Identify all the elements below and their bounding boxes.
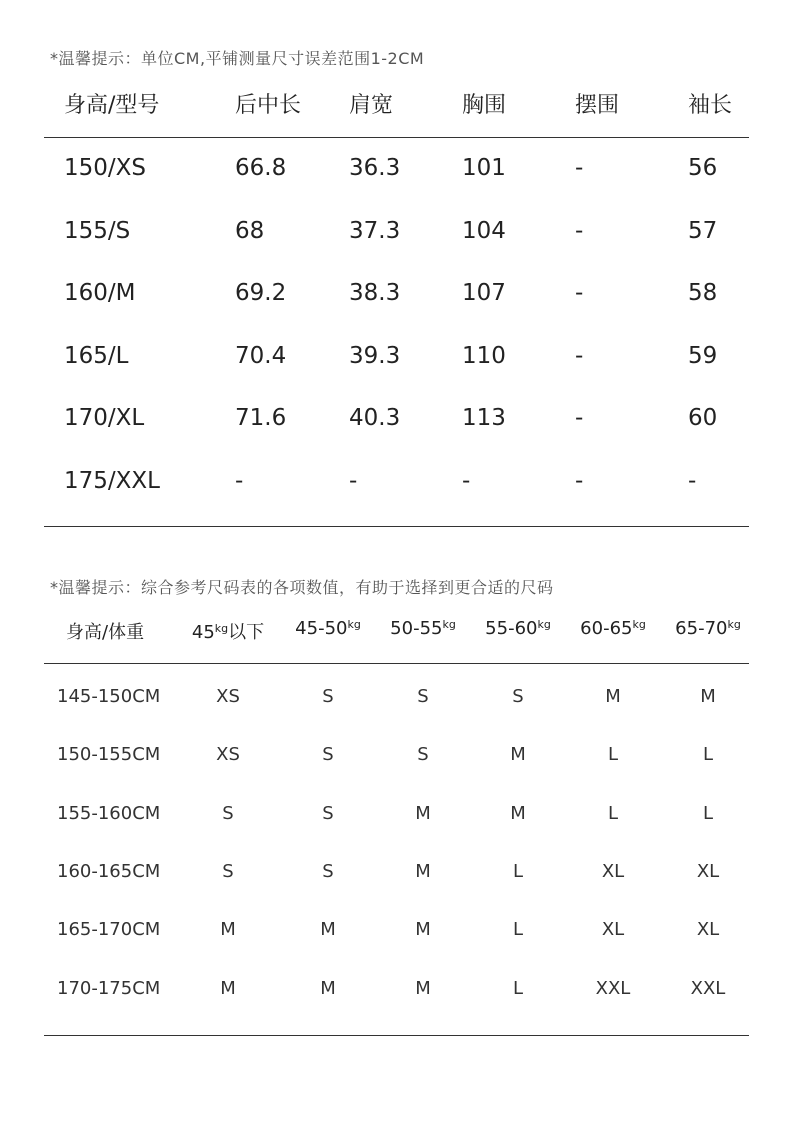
size-cell: XL: [601, 861, 625, 882]
measurement-bottom-divider: [44, 526, 749, 527]
recommendation-bottom-divider: [44, 1035, 749, 1036]
measurement-cell: 57: [688, 218, 718, 244]
measurement-cell: -: [575, 218, 584, 244]
measurement-cell: -: [462, 468, 471, 494]
size-cell: S: [222, 803, 234, 824]
size-cell: M: [700, 686, 716, 707]
size-cell: L: [512, 978, 524, 999]
header-chest: 胸围: [462, 93, 507, 118]
weight-range: 65-70: [675, 618, 728, 639]
height-range-cell: 150-155CM: [57, 744, 161, 765]
header-weight-1: [192, 618, 264, 644]
size-cell: M: [415, 803, 431, 824]
size-cell: S: [417, 744, 429, 765]
size-cell: S: [322, 686, 334, 707]
header-back-length: 后中长: [235, 93, 302, 118]
measurement-cell: 39.3: [349, 343, 401, 369]
measurement-cell: -: [235, 468, 244, 494]
measurement-cell: 165/L: [64, 343, 129, 369]
measurement-cell: 107: [462, 280, 506, 306]
weight-unit: kg: [442, 618, 456, 631]
measurement-cell: 59: [688, 343, 718, 369]
measurement-cell: 113: [462, 405, 506, 431]
measurement-note: *温馨提示：单位CM,平铺测量尺寸误差范围1-2CM: [50, 49, 425, 68]
measurement-cell: 101: [462, 155, 506, 181]
measurement-header-divider: [44, 137, 749, 138]
header-weight-2: [295, 618, 361, 639]
measurement-cell: 155/S: [64, 218, 131, 244]
weight-unit: kg: [727, 618, 741, 631]
header-hem: 摆围: [575, 93, 620, 118]
size-cell: M: [415, 978, 431, 999]
measurement-cell: -: [575, 468, 584, 494]
weight-range: 60-65: [580, 618, 633, 639]
measurement-cell: 58: [688, 280, 718, 306]
weight-range: 55-60: [485, 618, 538, 639]
measurement-cell: -: [575, 405, 584, 431]
size-cell: M: [220, 978, 236, 999]
size-cell: S: [322, 744, 334, 765]
height-range-cell: 170-175CM: [57, 978, 161, 999]
size-cell: XXL: [690, 978, 726, 999]
measurement-cell: -: [349, 468, 358, 494]
size-cell: S: [222, 861, 234, 882]
weight-unit: kg: [347, 618, 361, 631]
measurement-cell: 40.3: [349, 405, 401, 431]
weight-unit: kg: [214, 622, 229, 635]
size-cell: XL: [696, 919, 720, 940]
recommendation-note: *温馨提示：综合参考尺码表的各项数值，有助于选择到更合适的尺码: [50, 578, 554, 597]
weight-range: 50-55: [390, 618, 443, 639]
header-sleeve: 袖长: [688, 93, 733, 118]
size-cell: M: [510, 803, 526, 824]
measurement-cell: -: [575, 280, 584, 306]
measurement-cell: 175/XXL: [64, 468, 160, 494]
header-shoulder: 肩宽: [349, 93, 394, 118]
size-cell: L: [607, 744, 619, 765]
measurement-cell: 71.6: [235, 405, 287, 431]
height-range-cell: 155-160CM: [57, 803, 161, 824]
measurement-cell: 70.4: [235, 343, 287, 369]
measurement-cell: 160/M: [64, 280, 136, 306]
measurement-cell: 170/XL: [64, 405, 145, 431]
header-weight-5: [580, 618, 646, 639]
size-cell: L: [607, 803, 619, 824]
weight-suffix: 以下: [228, 622, 265, 643]
measurement-cell: 150/XS: [64, 155, 147, 181]
size-cell: XS: [216, 686, 240, 707]
height-range-cell: 145-150CM: [57, 686, 161, 707]
size-cell: S: [512, 686, 524, 707]
weight-unit: kg: [537, 618, 551, 631]
weight-range: 45-50: [295, 618, 348, 639]
size-cell: M: [415, 919, 431, 940]
size-cell: XL: [601, 919, 625, 940]
header-weight-6: [675, 618, 741, 639]
measurement-cell: 66.8: [235, 155, 287, 181]
recommendation-header-divider: [44, 663, 749, 664]
size-cell: M: [415, 861, 431, 882]
measurement-cell: -: [575, 343, 584, 369]
weight-range: 45: [191, 622, 215, 643]
height-range-cell: 165-170CM: [57, 919, 161, 940]
measurement-cell: -: [688, 468, 697, 494]
size-cell: XXL: [595, 978, 631, 999]
size-cell: L: [702, 744, 714, 765]
size-cell: S: [322, 803, 334, 824]
size-cell: M: [605, 686, 621, 707]
weight-unit: kg: [632, 618, 646, 631]
measurement-cell: -: [575, 155, 584, 181]
measurement-cell: 36.3: [349, 155, 401, 181]
size-cell: M: [510, 744, 526, 765]
size-cell: M: [320, 978, 336, 999]
size-cell: S: [322, 861, 334, 882]
header-weight-3: [390, 618, 456, 639]
size-cell: M: [220, 919, 236, 940]
header-height-size: 身高/型号: [64, 93, 160, 118]
measurement-cell: 68: [235, 218, 265, 244]
size-cell: L: [702, 803, 714, 824]
measurement-cell: 37.3: [349, 218, 401, 244]
header-height-weight: 身高/体重: [66, 622, 145, 643]
size-cell: S: [417, 686, 429, 707]
size-cell: XL: [696, 861, 720, 882]
height-range-cell: 160-165CM: [57, 861, 161, 882]
size-cell: L: [512, 919, 524, 940]
measurement-cell: 110: [462, 343, 506, 369]
size-cell: M: [320, 919, 336, 940]
size-cell: L: [512, 861, 524, 882]
measurement-cell: 56: [688, 155, 718, 181]
measurement-cell: 60: [688, 405, 718, 431]
measurement-cell: 104: [462, 218, 506, 244]
measurement-cell: 69.2: [235, 280, 287, 306]
header-weight-4: [485, 618, 551, 639]
measurement-cell: 38.3: [349, 280, 401, 306]
size-cell: XS: [216, 744, 240, 765]
